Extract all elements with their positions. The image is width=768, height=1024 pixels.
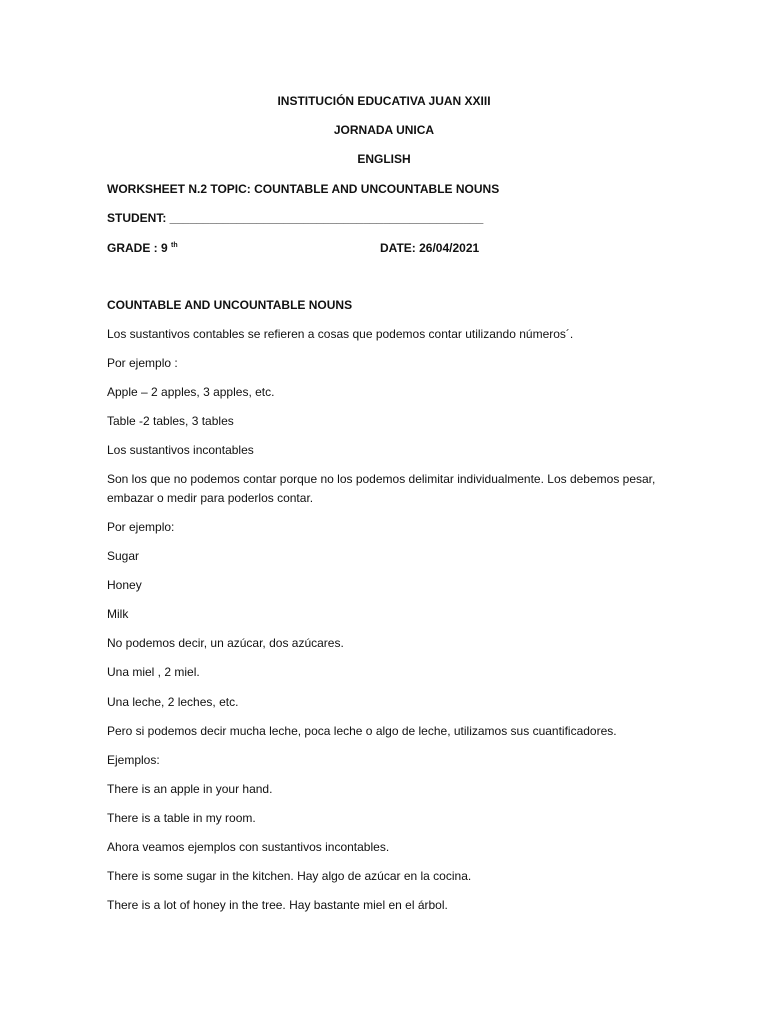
paragraph-line: There is an apple in your hand. bbox=[107, 782, 273, 796]
section-title: COUNTABLE AND UNCOUNTABLE NOUNS bbox=[107, 298, 353, 312]
subject-title: ENGLISH bbox=[357, 152, 411, 166]
date-label: DATE: 26/04/2021 bbox=[380, 241, 480, 255]
grade-superscript: th bbox=[171, 242, 178, 249]
shift-title: JORNADA UNICA bbox=[333, 123, 435, 137]
paragraph-line: There is some sugar in the kitchen. Hay algo de azúcar en la cocina. bbox=[107, 869, 472, 883]
paragraph-line: Milk bbox=[107, 607, 129, 621]
paragraph-line: Por ejemplo: bbox=[107, 520, 175, 534]
institution-title: INSTITUCIÓN EDUCATIVA JUAN XXIII bbox=[277, 94, 491, 108]
grade-date-row bbox=[107, 240, 607, 256]
paragraph-line: Ejemplos: bbox=[107, 753, 160, 767]
paragraph-line: Honey bbox=[107, 578, 142, 592]
grade-label: GRADE : 9 bbox=[107, 241, 168, 255]
paragraph-line: There is a lot of honey in the tree. Hay bastante miel en el árbol. bbox=[107, 898, 448, 912]
paragraph-line: Sugar bbox=[107, 549, 140, 563]
paragraph-line: No podemos decir, un azúcar, dos azúcares. bbox=[107, 636, 344, 650]
paragraph-line: Los sustantivos contables se refieren a cosas que podemos contar utilizando números´. bbox=[107, 327, 574, 341]
paragraph-line: Una leche, 2 leches, etc. bbox=[107, 695, 239, 709]
paragraph-line: Apple – 2 apples, 3 apples, etc. bbox=[107, 385, 275, 399]
paragraph-line: Pero si podemos decir mucha leche, poca leche o algo de leche, utilizamos sus cuantificadores. bbox=[107, 724, 617, 738]
paragraph-line: Ahora veamos ejemplos con sustantivos incontables. bbox=[107, 840, 390, 854]
worksheet-topic: WORKSHEET N.2 TOPIC: COUNTABLE AND UNCOUNTABLE NOUNS bbox=[107, 182, 500, 196]
paragraph-line: Los sustantivos incontables bbox=[107, 443, 254, 457]
paragraph-line: Una miel , 2 miel. bbox=[107, 665, 200, 679]
paragraph-line: Por ejemplo : bbox=[107, 356, 178, 370]
student-field: STUDENT: _______________________________________________ bbox=[107, 211, 484, 225]
paragraph-line: Table -2 tables, 3 tables bbox=[107, 414, 234, 428]
paragraph-line: Son los que no podemos contar porque no los podemos delimitar individualmente. Los debemos pesar, embazar o medir para poderlos contar. bbox=[107, 472, 656, 505]
paragraph-line: There is a table in my room. bbox=[107, 811, 256, 825]
